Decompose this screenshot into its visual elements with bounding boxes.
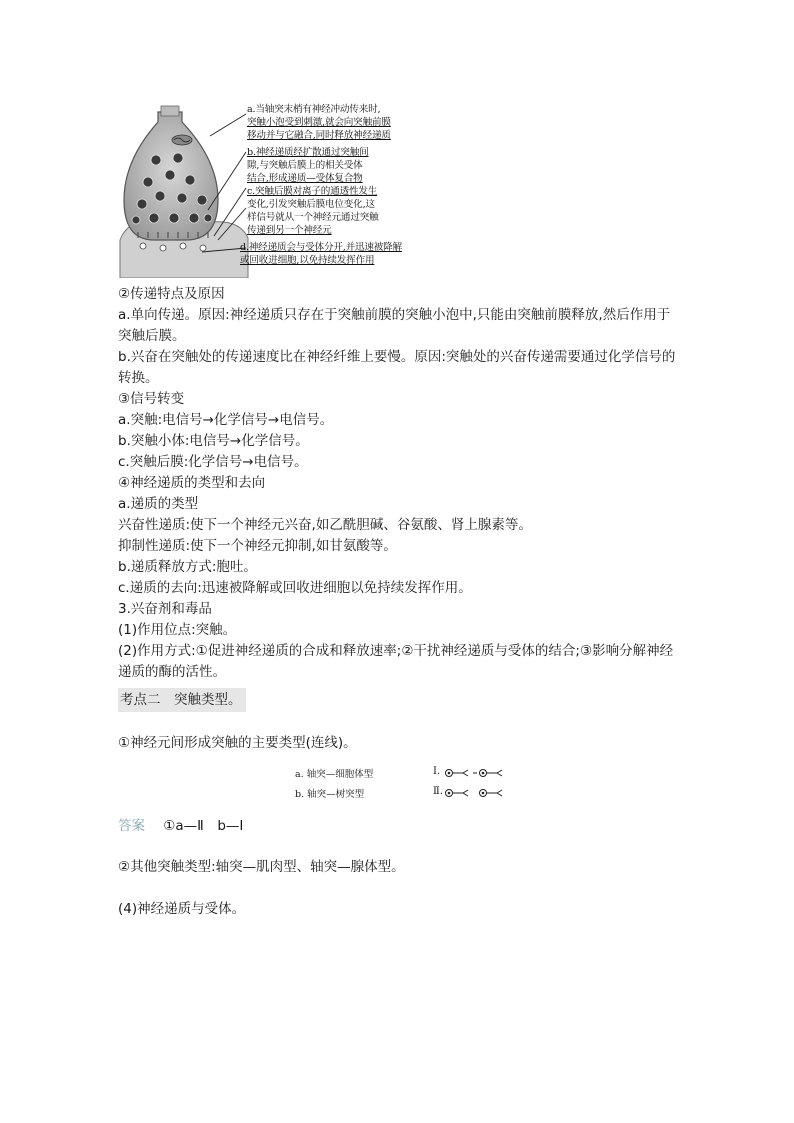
subheading-signal: ③信号转变 [118, 391, 185, 407]
answer-line [118, 816, 243, 837]
annotation-b3 [247, 173, 363, 185]
annotation-d2 [240, 255, 374, 267]
annotation-c3: 样信号就从一个神经元通过突触 [247, 212, 379, 223]
annotation-b2: 隙,与突触后膜上的相关受体 [247, 160, 363, 171]
action-site: (1)作用位点:突触。 [118, 622, 237, 638]
annotation-d1 [240, 242, 402, 254]
synapse-figure [118, 100, 428, 278]
question-synapse-types: ①神经元间形成突触的主要类型(连线)。 [118, 735, 357, 751]
annotation-a2 [247, 117, 391, 129]
match-left-b: b. 轴突—树突型 [295, 789, 365, 800]
other-synapse-types: ②其他突触类型:轴突—肌肉型、轴突—腺体型。 [118, 859, 405, 875]
match-right-1: Ⅰ. [433, 766, 441, 777]
transmitter-receptor: (4)神经递质与受体。 [118, 901, 246, 917]
annotation-a1: a.当轴突末梢有神经冲动传来时, [247, 104, 381, 115]
paragraph-one-way: a.单向传递。原因:神经递质只存在于突触前膜的突触小泡中,只能由突触前膜释放,然后作用于突触后膜。 [118, 307, 671, 344]
matching-diagram [295, 764, 515, 804]
transmitter-type-title: a.递质的类型 [118, 496, 199, 512]
annotation-d2-text: 或回收进细胞,以免持续发挥作用 [240, 255, 375, 266]
annotation-c1-text: c.突触后膜对离子的通透性发生 [247, 186, 378, 197]
annotation-c1 [247, 186, 377, 198]
inhibitory-transmitter: 抑制性递质:使下一个神经元抑制,如甘氨酸等。 [118, 538, 397, 554]
signal-postsynaptic: c.突触后膜:化学信号→电信号。 [118, 454, 308, 470]
heading-stimulants: 3.兴奋剂和毒品 [118, 601, 212, 617]
neuron-connection-icons [443, 766, 513, 802]
paragraph-slow-speed: b.兴奋在突触处的传递速度比在神经纤维上要慢。原因:突触处的兴奋传递需要通过化学信号的转换。 [118, 349, 676, 386]
annotation-a3 [247, 130, 391, 142]
signal-synapse: a.突触:电信号→化学信号→电信号。 [118, 412, 334, 428]
signal-bouton: b.突触小体:电信号→化学信号。 [118, 433, 309, 449]
annotation-a2-text: 突触小泡受到刺激,就会向突触前膜 [247, 117, 391, 128]
action-mode: (2)作用方式:①促进神经递质的合成和释放速率;②干扰神经递质与受体的结合;③影响分解神经递质的酶的活性。 [118, 643, 674, 680]
excitatory-transmitter: 兴奋性递质:使下一个神经元兴奋,如乙酰胆碱、谷氨酸、肾上腺素等。 [118, 517, 532, 533]
release-mode: b.递质释放方式:胞吐。 [118, 559, 257, 575]
match-right-2: Ⅱ. [433, 786, 443, 797]
annotation-a3-text: 移动并与它融合,同时释放神经递质 [247, 130, 391, 141]
annotation-b1 [247, 147, 369, 159]
answer-text: ①a—Ⅱ b—Ⅰ [163, 818, 244, 834]
transmitter-fate: c.递质的去向:迅速被降解或回收进细胞以免持续发挥作用。 [118, 580, 472, 596]
annotation-d1-text: d.神经递质会与受体分开,并迅速被降解 [240, 242, 402, 253]
annotation-c4 [247, 225, 332, 237]
annotation-b1-text: b.神经递质经扩散通过突触间 [247, 147, 369, 158]
annotation-c2: 变化,引发突触后膜电位变化,这 [247, 199, 375, 210]
answer-tag: 答案 [118, 818, 145, 834]
annotation-c4-text: 传递到另一个神经元 [247, 225, 332, 236]
annotation-b3-text: 结合,形成递质—受体复合物 [247, 173, 363, 184]
body-text [118, 284, 680, 683]
section-heading: 考点二 突触类型。 [118, 688, 246, 712]
subheading-transmission: ②传递特点及原因 [118, 286, 225, 302]
match-left-a: a. 轴突—细胞体型 [295, 769, 374, 780]
subheading-transmitter: ④神经递质的类型和去向 [118, 475, 266, 491]
